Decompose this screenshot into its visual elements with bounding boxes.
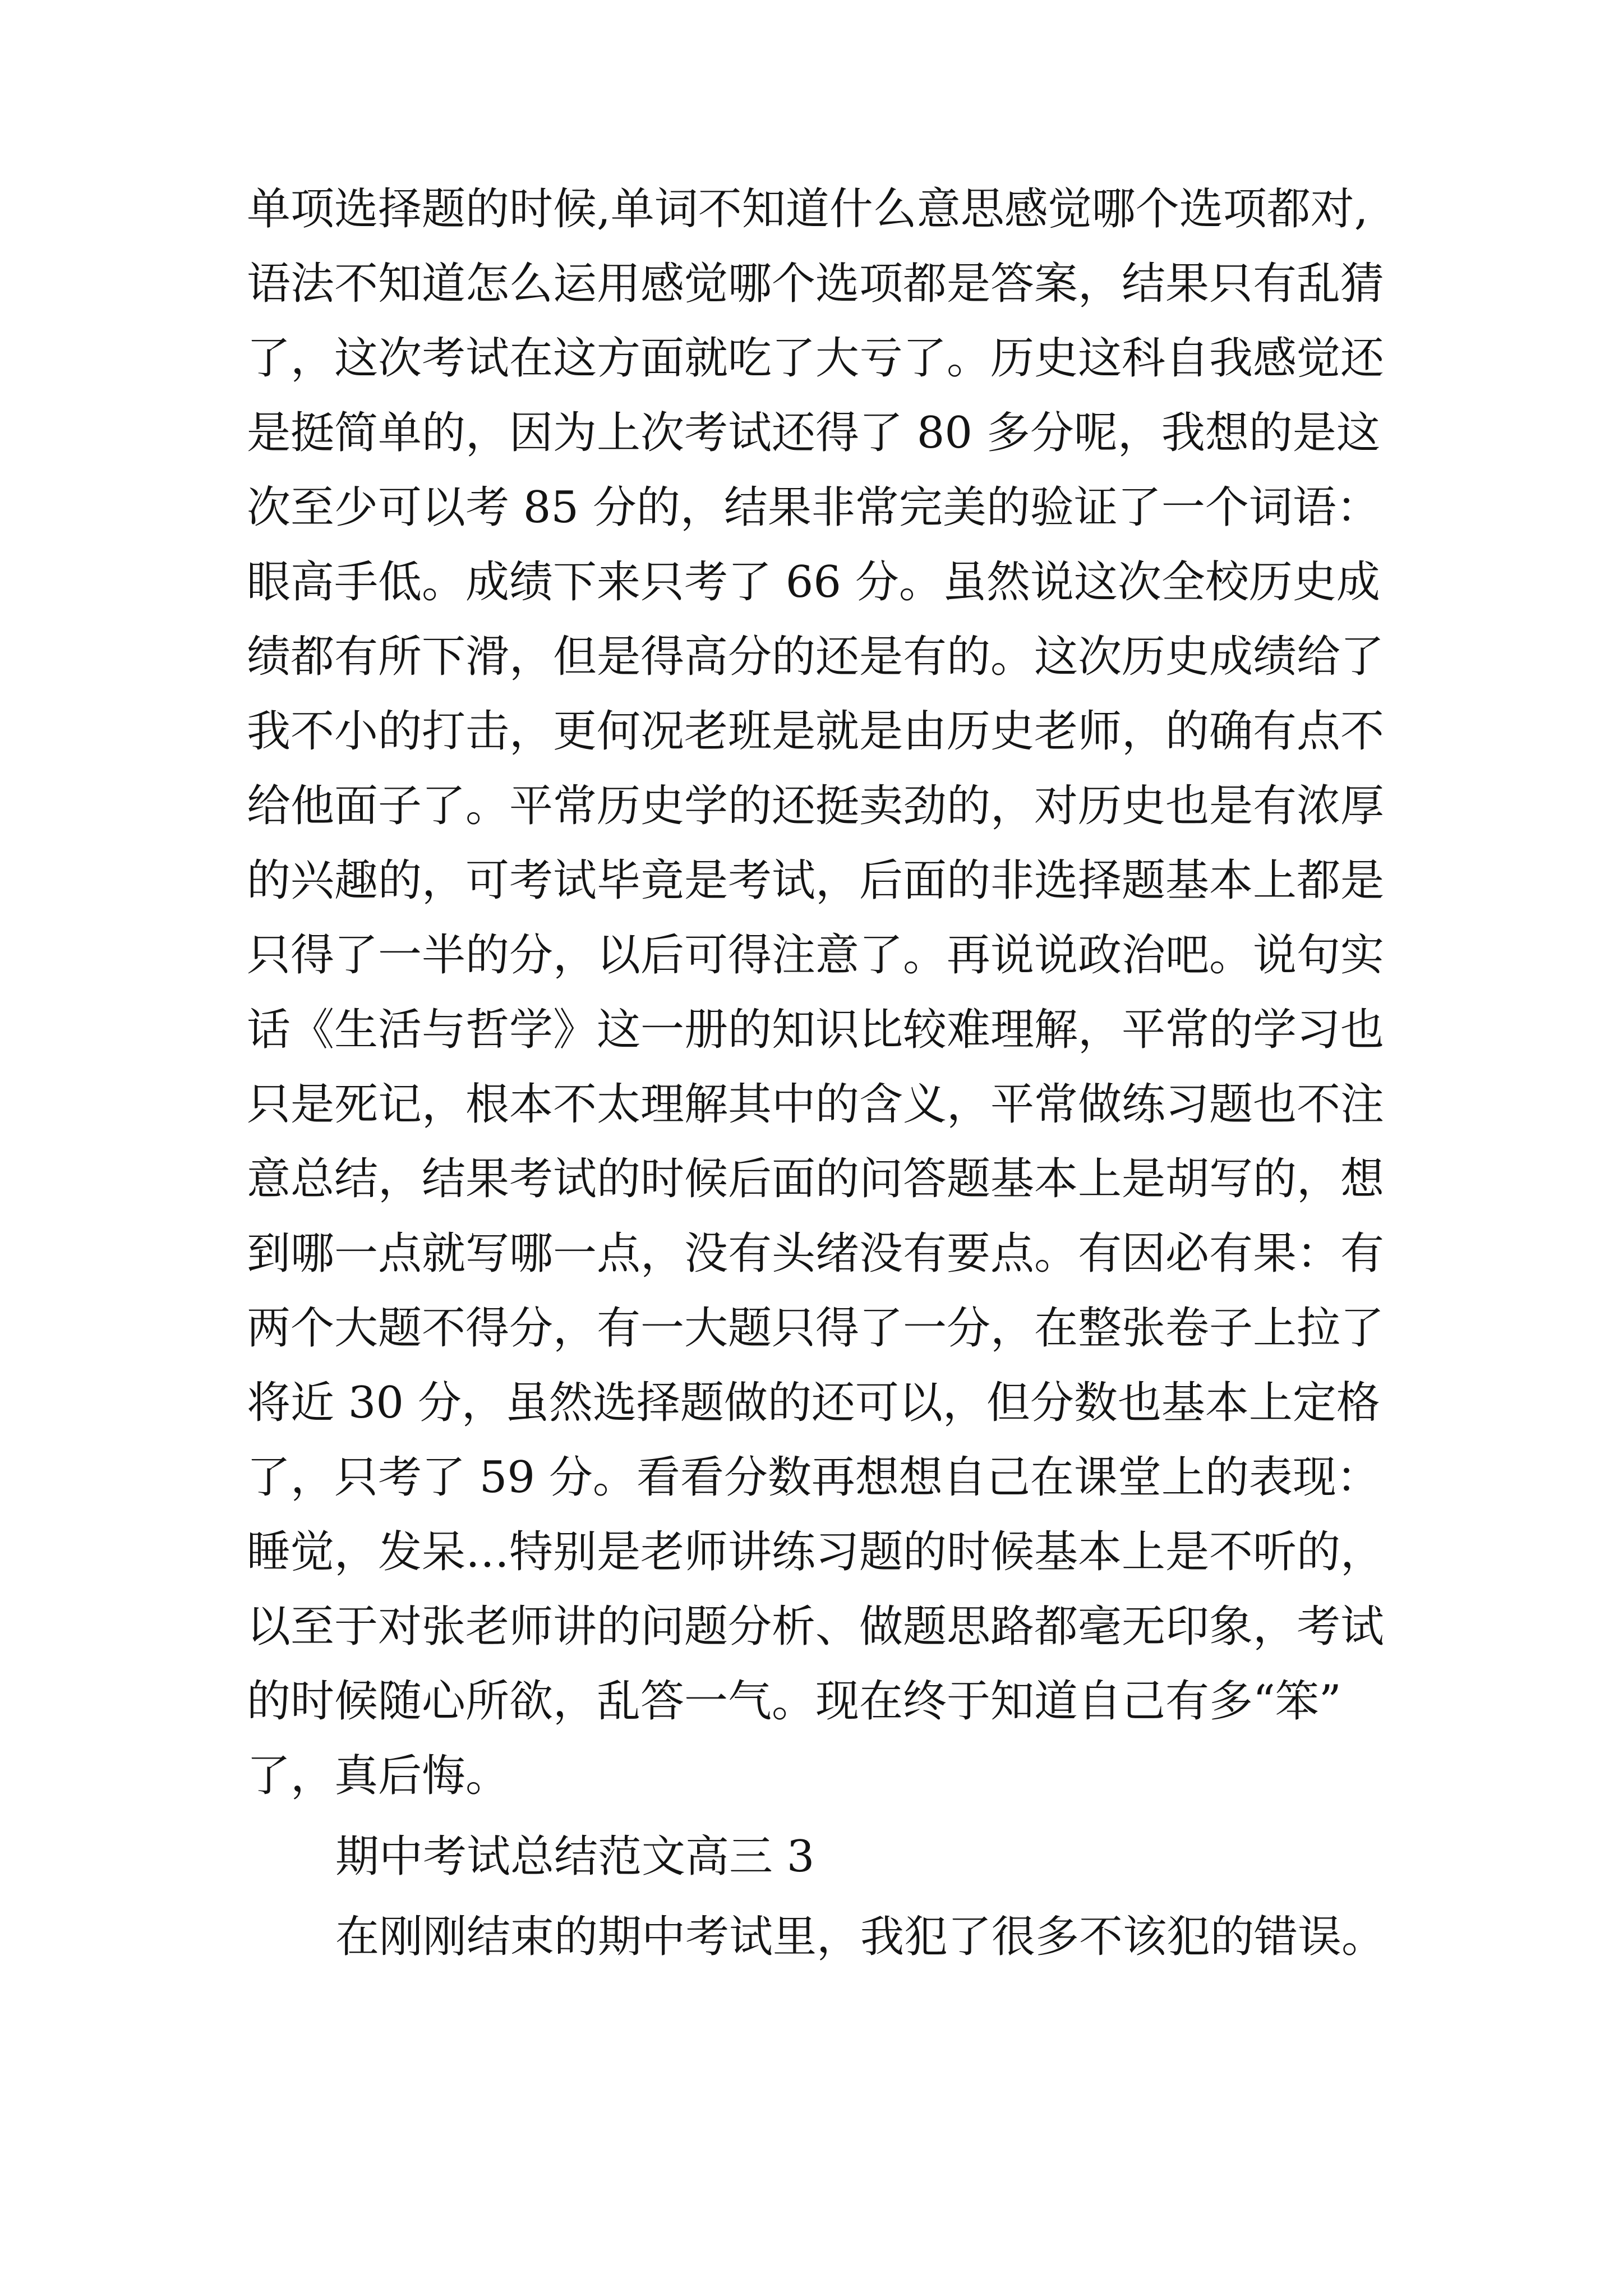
paragraph-line: 了，真后悔。 bbox=[247, 1751, 510, 1801]
paragraph-line: 绩都有所下滑，但是得高分的还是有的。这次历史成绩给了 bbox=[247, 632, 1385, 682]
paragraph-line: 是挺简单的，因为上次考试还得了 80 多分呢，我想的是这 bbox=[247, 408, 1380, 458]
paragraph-line: 眼高手低。成绩下来只考了 66 分。虽然说这次全校历史成 bbox=[247, 557, 1380, 608]
paragraph-line: 到哪一点就写哪一点，没有头绪没有要点。有因必有果：有 bbox=[247, 1228, 1385, 1279]
paragraph-line: 了，这次考试在这方面就吃了大亏了。历史这科自我感觉还 bbox=[247, 333, 1385, 384]
paragraph-line: 只是死记，根本不太理解其中的含义，平常做练习题也不注 bbox=[247, 1079, 1385, 1130]
paragraph-line: 了，只考了 59 分。看看分数再想想自己在课堂上的表现： bbox=[247, 1452, 1380, 1503]
paragraph-line: 在刚刚结束的期中考试里，我犯了很多不该犯的错误。 bbox=[335, 1912, 1386, 1962]
paragraph-line: 次至少可以考 85 分的，结果非常完美的验证了一个词语： bbox=[247, 482, 1380, 533]
paragraph-line: 睡觉，发呆…特别是老师讲练习题的时候基本上是不听的， bbox=[247, 1527, 1385, 1577]
paragraph-line: 我不小的打击，更何况老班是就是由历史老师，的确有点不 bbox=[247, 706, 1385, 757]
paragraph-line: 语法不知道怎么运用感觉哪个选项都是答案，结果只有乱猜 bbox=[247, 259, 1385, 309]
paragraph-line: 只得了一半的分，以后可得注意了。再说说政治吧。说句实 bbox=[247, 930, 1385, 981]
paragraph-line: 以至于对张老师讲的问题分析、做题思路都毫无印象，考试 bbox=[247, 1602, 1385, 1652]
paragraph-line: 给他面子了。平常历史学的还挺卖劲的，对历史也是有浓厚 bbox=[247, 781, 1385, 831]
paragraph-line: 将近 30 分，虽然选择题做的还可以，但分数也基本上定格 bbox=[247, 1378, 1380, 1428]
section-heading: 期中考试总结范文高三 3 bbox=[335, 1832, 815, 1882]
paragraph-line: 两个大题不得分，有一大题只得了一分，在整张卷子上拉了 bbox=[247, 1303, 1385, 1354]
paragraph-line: 的时候随心所欲，乱答一气。现在终于知道自己有多“笨” bbox=[247, 1676, 1341, 1727]
paragraph-line: 的兴趣的，可考试毕竟是考试，后面的非选择题基本上都是 bbox=[247, 855, 1385, 906]
paragraph-line: 话《生活与哲学》这一册的知识比较难理解，平常的学习也 bbox=[247, 1005, 1385, 1055]
paragraph-line: 单项选择题的时候,单词不知道什么意思感觉哪个选项都对, bbox=[247, 184, 1368, 234]
paragraph-line: 意总结，结果考试的时候后面的问答题基本上是胡写的，想 bbox=[247, 1154, 1385, 1204]
